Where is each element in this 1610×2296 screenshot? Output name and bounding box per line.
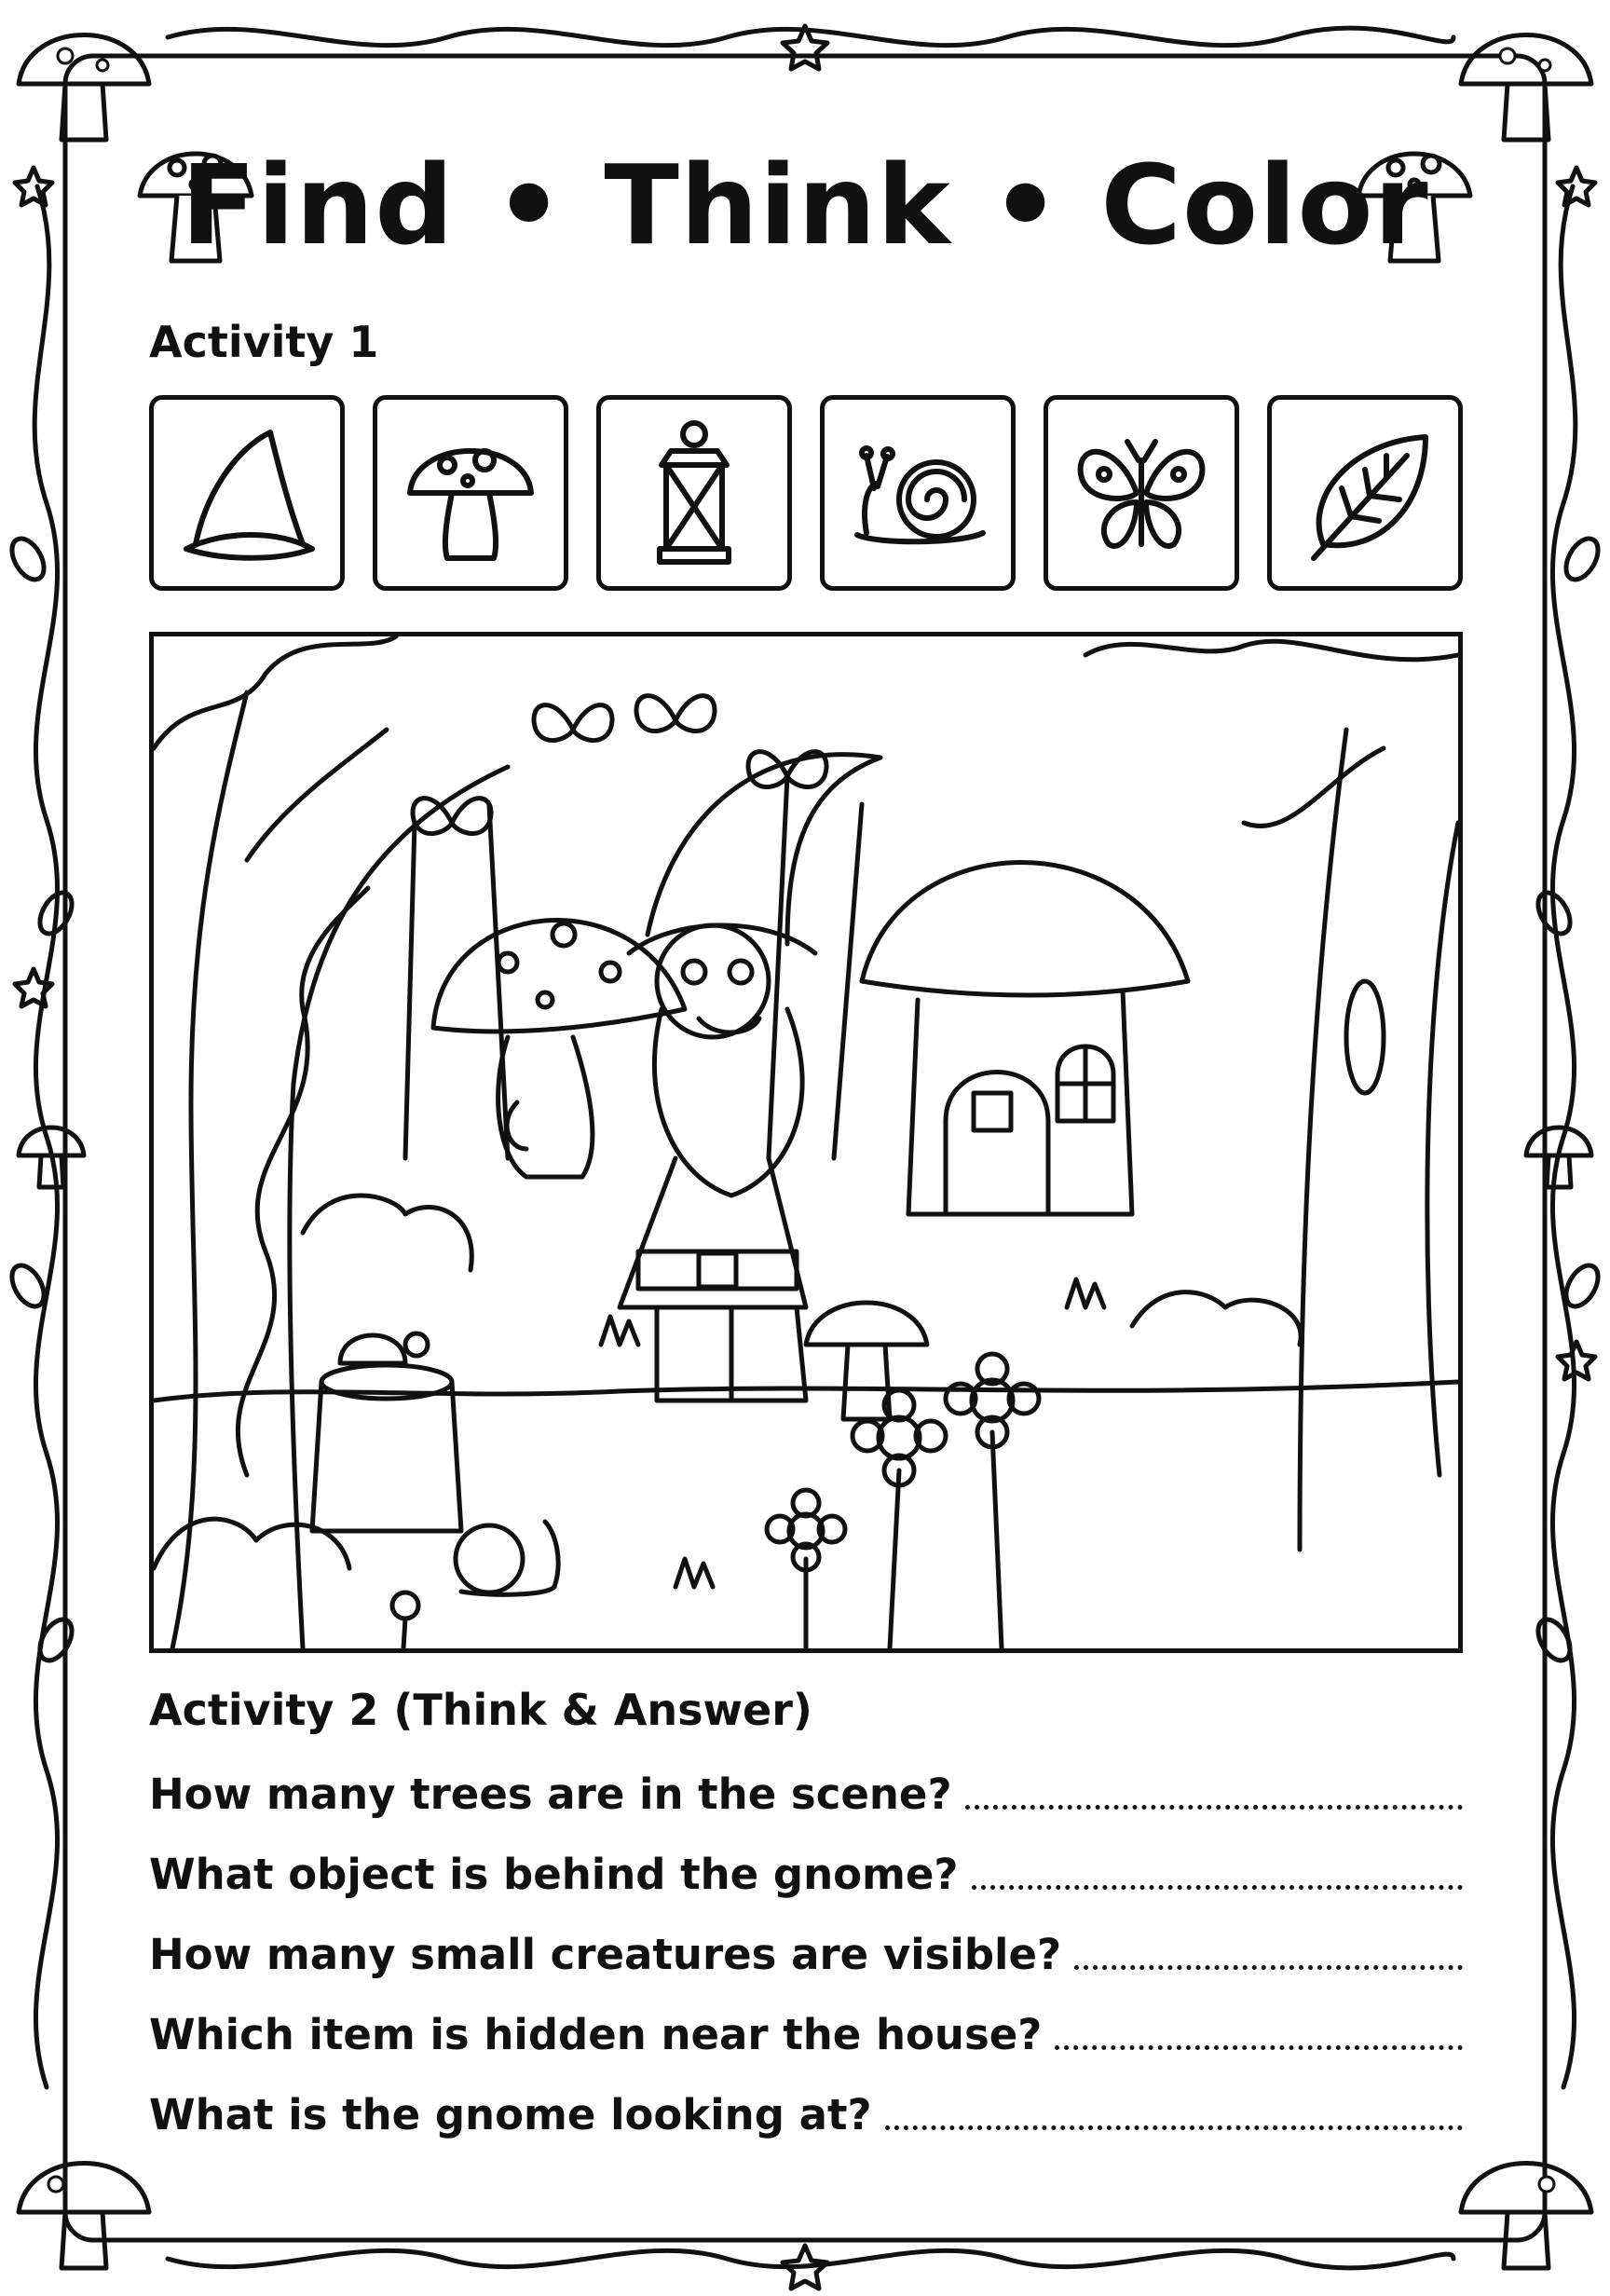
snail-icon [839,414,997,572]
answer-line[interactable] [965,1805,1463,1810]
find-item-hat [149,395,345,591]
find-items-row [149,395,1461,591]
find-item-butterfly [1044,395,1239,591]
answer-line[interactable] [972,1885,1463,1890]
find-item-lantern [596,395,792,591]
question-row [149,1763,1463,1819]
find-item-mushroom [373,395,568,591]
butterfly-icon [1062,414,1221,572]
answer-line[interactable] [1074,1965,1463,1970]
page-title: Find • Think • Color [181,141,1429,269]
lantern-icon [615,414,773,572]
question-text: What object is behind the gnome? [149,1850,959,1899]
question-text: How many small creatures are visible? [149,1930,1062,1979]
leaf-icon [1286,414,1444,572]
forest-scene-illustration [154,636,1458,1648]
answer-line[interactable] [885,2125,1463,2130]
answer-line[interactable] [1055,2045,1463,2050]
activity-2-heading: Activity 2 (Think & Answer) [149,1685,812,1735]
question-row [149,1923,1463,1979]
question-row [149,2003,1463,2059]
forest-scene [149,632,1463,1653]
question-text: Which item is hidden near the house? [149,2010,1043,2059]
find-item-leaf [1267,395,1463,591]
find-item-snail [820,395,1016,591]
question-row [149,2084,1463,2139]
question-text: How many trees are in the scene? [149,1770,952,1819]
mushroom-icon [391,414,550,572]
activity-1-heading: Activity 1 [149,317,379,367]
question-row [149,1843,1463,1899]
hat-icon [168,414,326,572]
question-text: What is the gnome looking at? [149,2090,872,2139]
